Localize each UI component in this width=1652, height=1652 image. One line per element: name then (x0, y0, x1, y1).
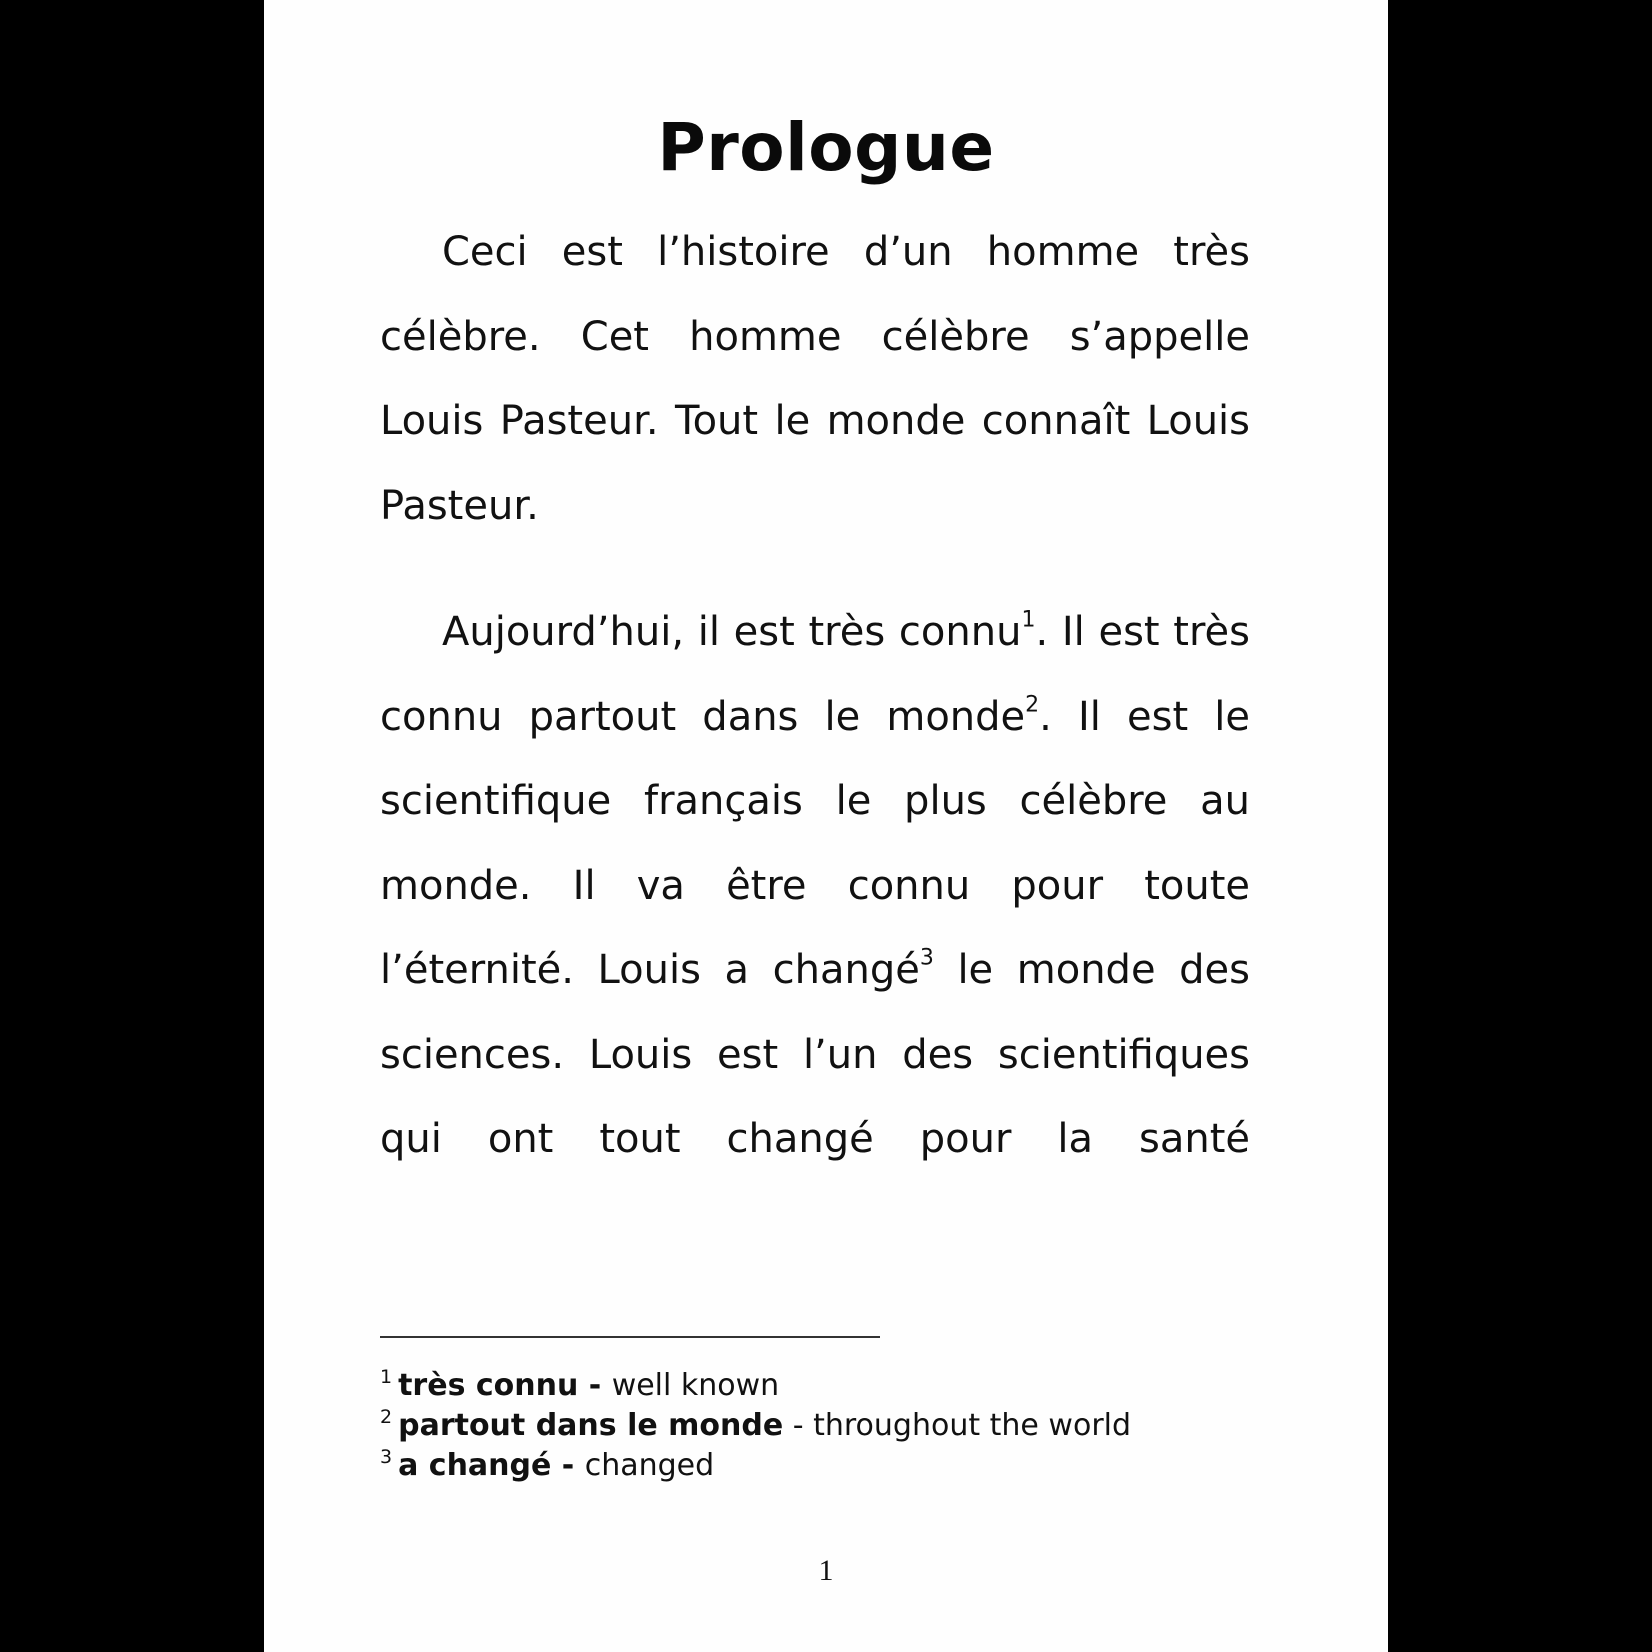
footnote-ref-3[interactable]: 3 (919, 945, 934, 971)
footnote-1: $^1$ très connu - well known (380, 1366, 780, 1403)
footnote-2: $^2$ partout dans le monde - throughout the world (380, 1406, 1132, 1443)
footnote-translation: changed (584, 1448, 715, 1483)
footnote-term: très connu (398, 1368, 579, 1403)
paragraph-1 (380, 210, 1250, 548)
page-number: 1 (818, 1554, 834, 1587)
paragraph-2: Aujourd’hui, il est très connu$^1$. Il est très connu partout dans le monde$^2$. Il est le scientifique français le plus célèbre au monde. Il va être connu pour toute l’éternité. Louis a changé$^3$ le monde des sciences. Louis est l’un des scientifiques qui ont tout changé pour la santé (380, 607, 1251, 1162)
footnote-translation: well known (611, 1368, 780, 1403)
footnote-translation: throughout the world (813, 1408, 1132, 1443)
paragraph-1-text: Ceci est l’histoire d’un homme très célèbre. Cet homme célèbre s’appelle Louis Pasteur. Tout le monde connaît Louis Pasteur. (380, 229, 1250, 529)
footnote-divider (380, 1336, 880, 1338)
footnote-ref-2[interactable]: 2 (1025, 691, 1040, 717)
chapter-title: Prologue (657, 109, 995, 186)
footnote-3: $^3$ a changé - changed (380, 1446, 715, 1483)
footnote-term: partout dans le monde (398, 1408, 784, 1443)
document-page (264, 0, 1388, 1652)
footnote-term: a changé (398, 1448, 552, 1483)
footnote-ref-1[interactable]: 1 (1021, 607, 1036, 633)
